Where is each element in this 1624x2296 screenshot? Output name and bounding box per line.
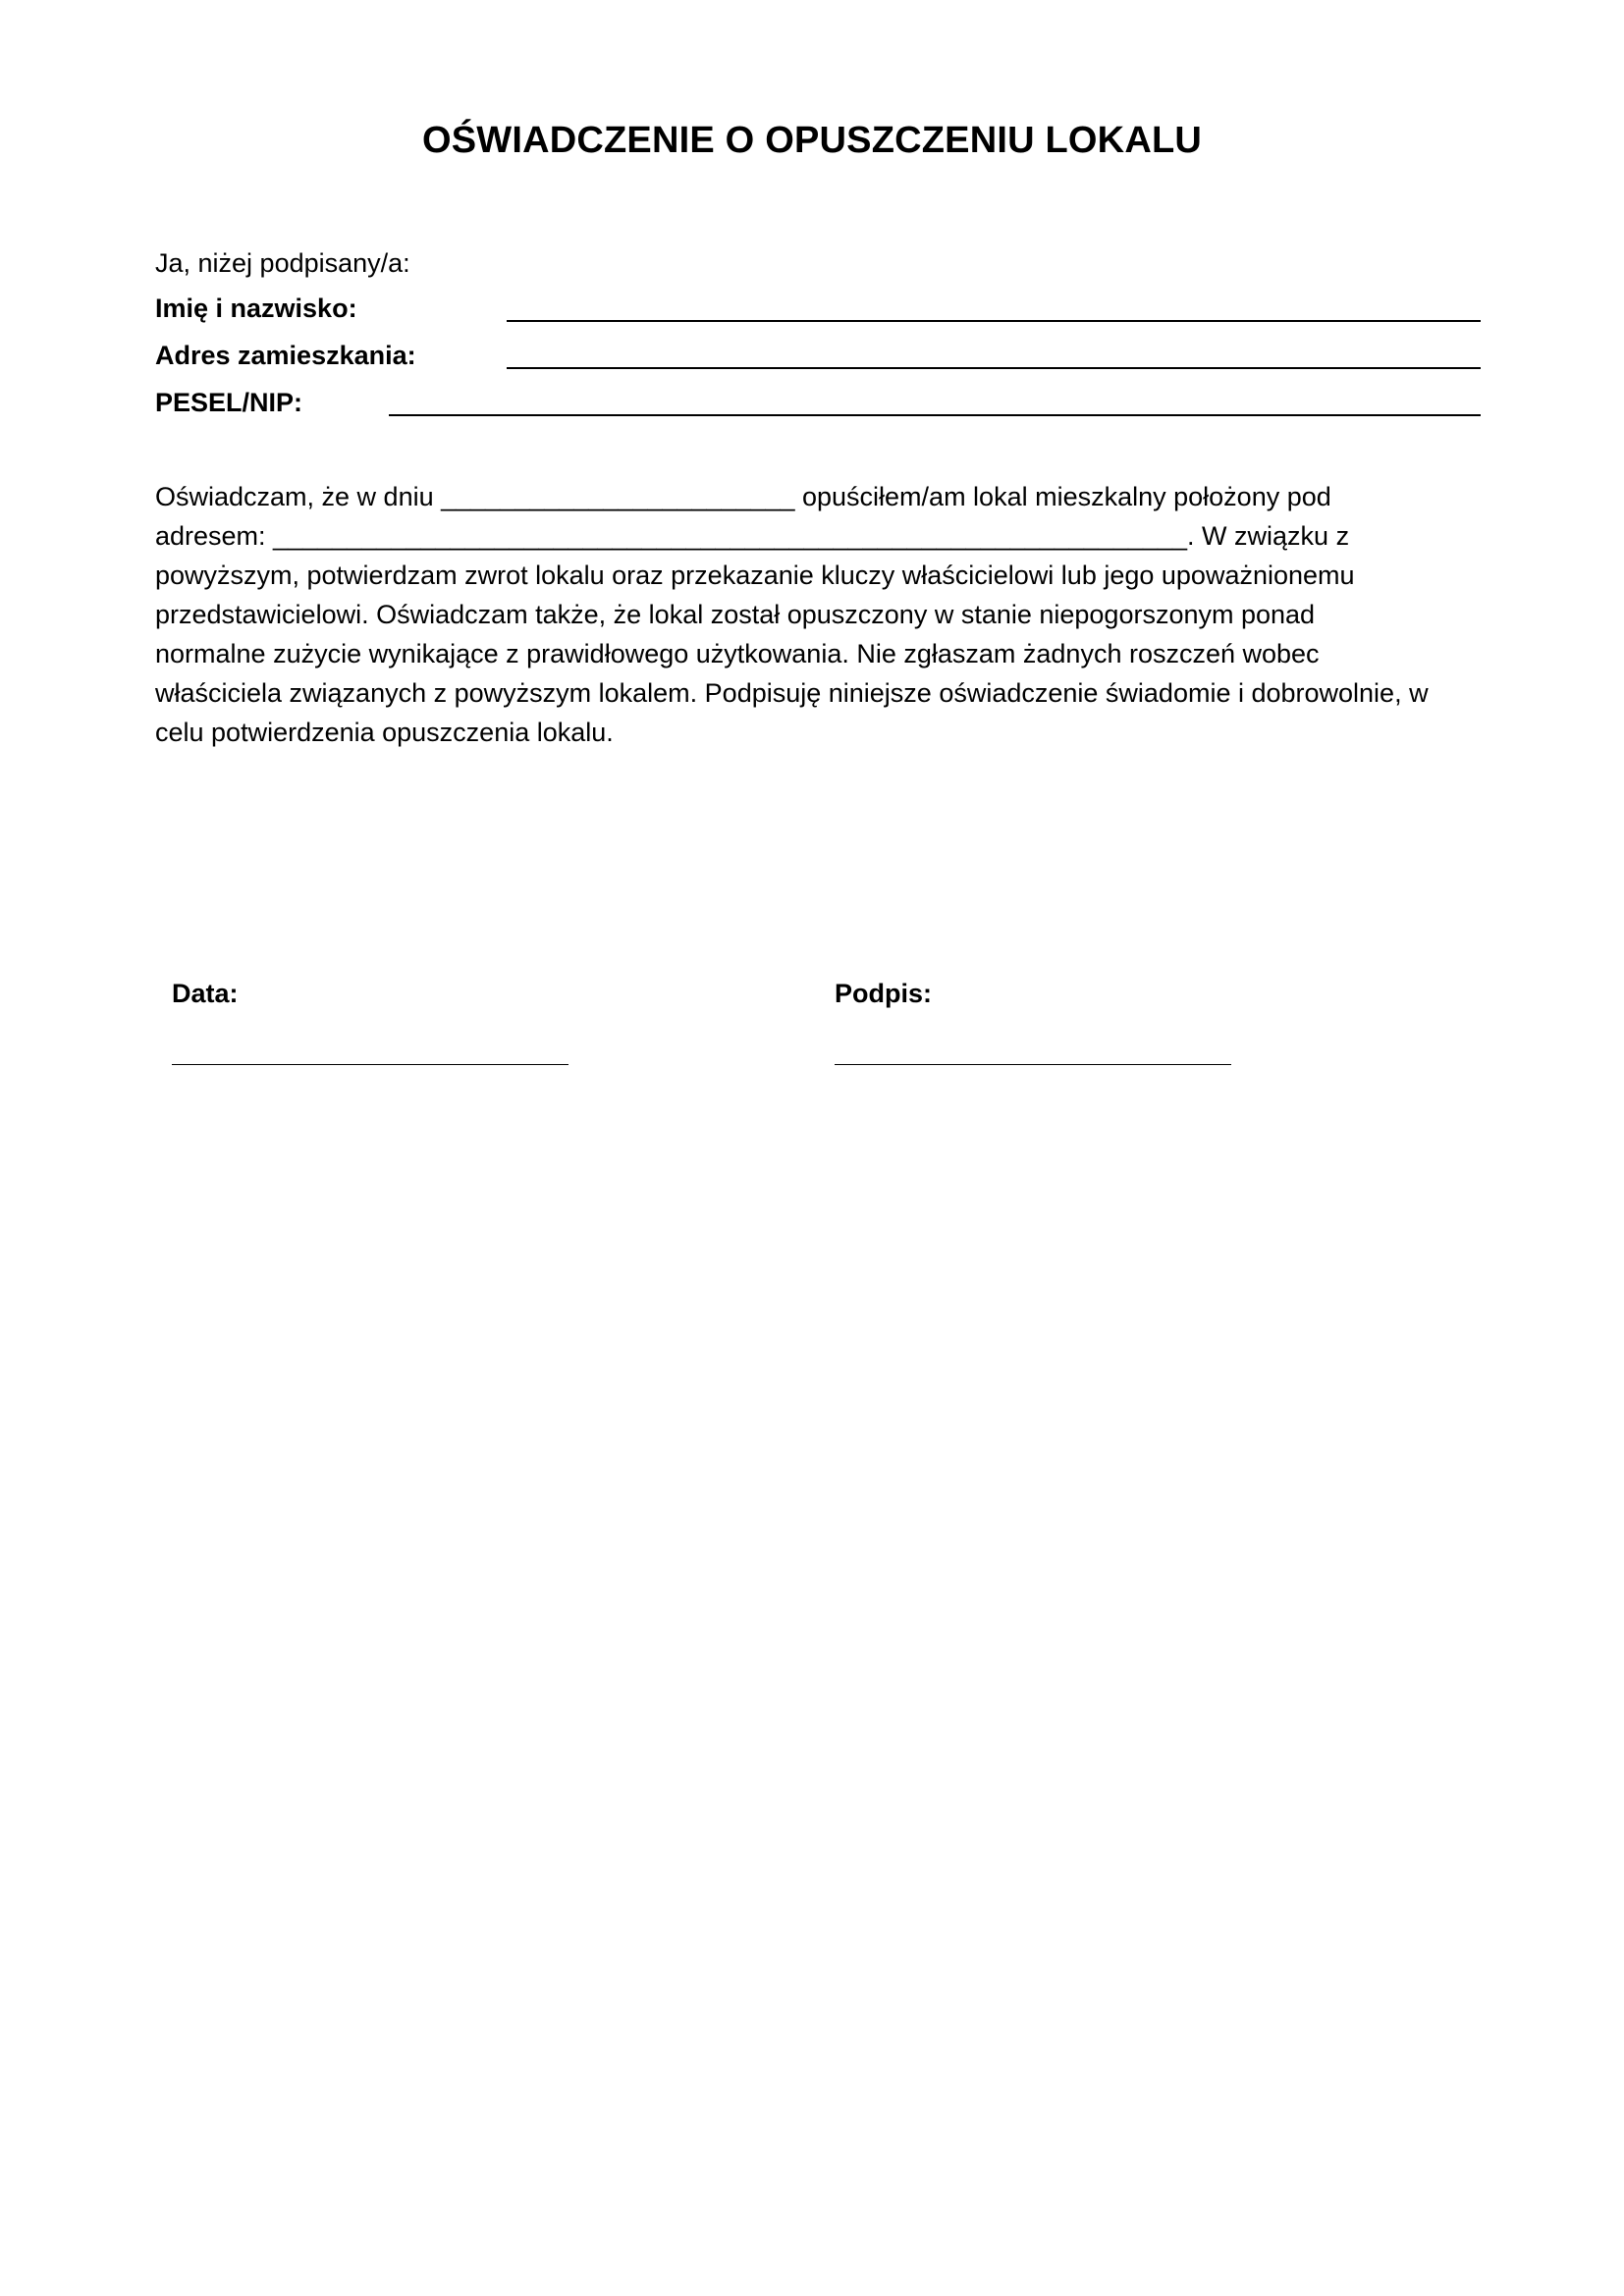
signature-block [835,976,1231,1034]
signature-label: Podpis: [835,979,932,1008]
intro-text: Ja, niżej podpisany/a: [155,248,410,278]
address-line[interactable] [507,367,1481,369]
address-field [155,338,1481,377]
signature-line[interactable] [835,1064,1231,1065]
paragraph-line: powyższym, potwierdzam zwrot lokalu oraz przekazanie kluczy właścicielowi lub jego upoważnionemu [155,561,1355,590]
date-block [172,976,568,1034]
address-label: Adres zamieszkania: [155,341,416,370]
paragraph-line: Oświadczam, że w dniu ________________________ opuściłem/am lokal mieszkalny położony pod [155,482,1331,511]
declaration-paragraph [155,477,1490,752]
paragraph-line: celu potwierdzenia opuszczenia lokalu. [155,718,614,747]
document-title: OŚWIADCZENIE O OPUSZCZENIU LOKALU [421,120,1203,161]
date-label: Data: [172,979,239,1008]
pesel-field [155,385,1481,424]
paragraph-line: normalne zużycie wynikające z prawidłowego użytkowania. Nie zgłaszam żadnych roszczeń wobec [155,639,1320,668]
name-line[interactable] [507,320,1481,322]
paragraph-line: przedstawicielowi. Oświadczam także, że lokal został opuszczony w stanie niepogorszonym ponad [155,600,1316,629]
date-line[interactable] [172,1064,568,1065]
pesel-label: PESEL/NIP: [155,388,303,417]
pesel-line[interactable] [389,414,1481,416]
paragraph-line: właściciela związanych z powyższym lokalem. Podpisuję niniejsze oświadczenie świadomie i dobrowolnie, w [155,678,1429,708]
name-label: Imię i nazwisko: [155,294,357,323]
name-field [155,291,1481,330]
paragraph-line: adresem: ______________________________________________________________. W związku z [155,521,1350,551]
